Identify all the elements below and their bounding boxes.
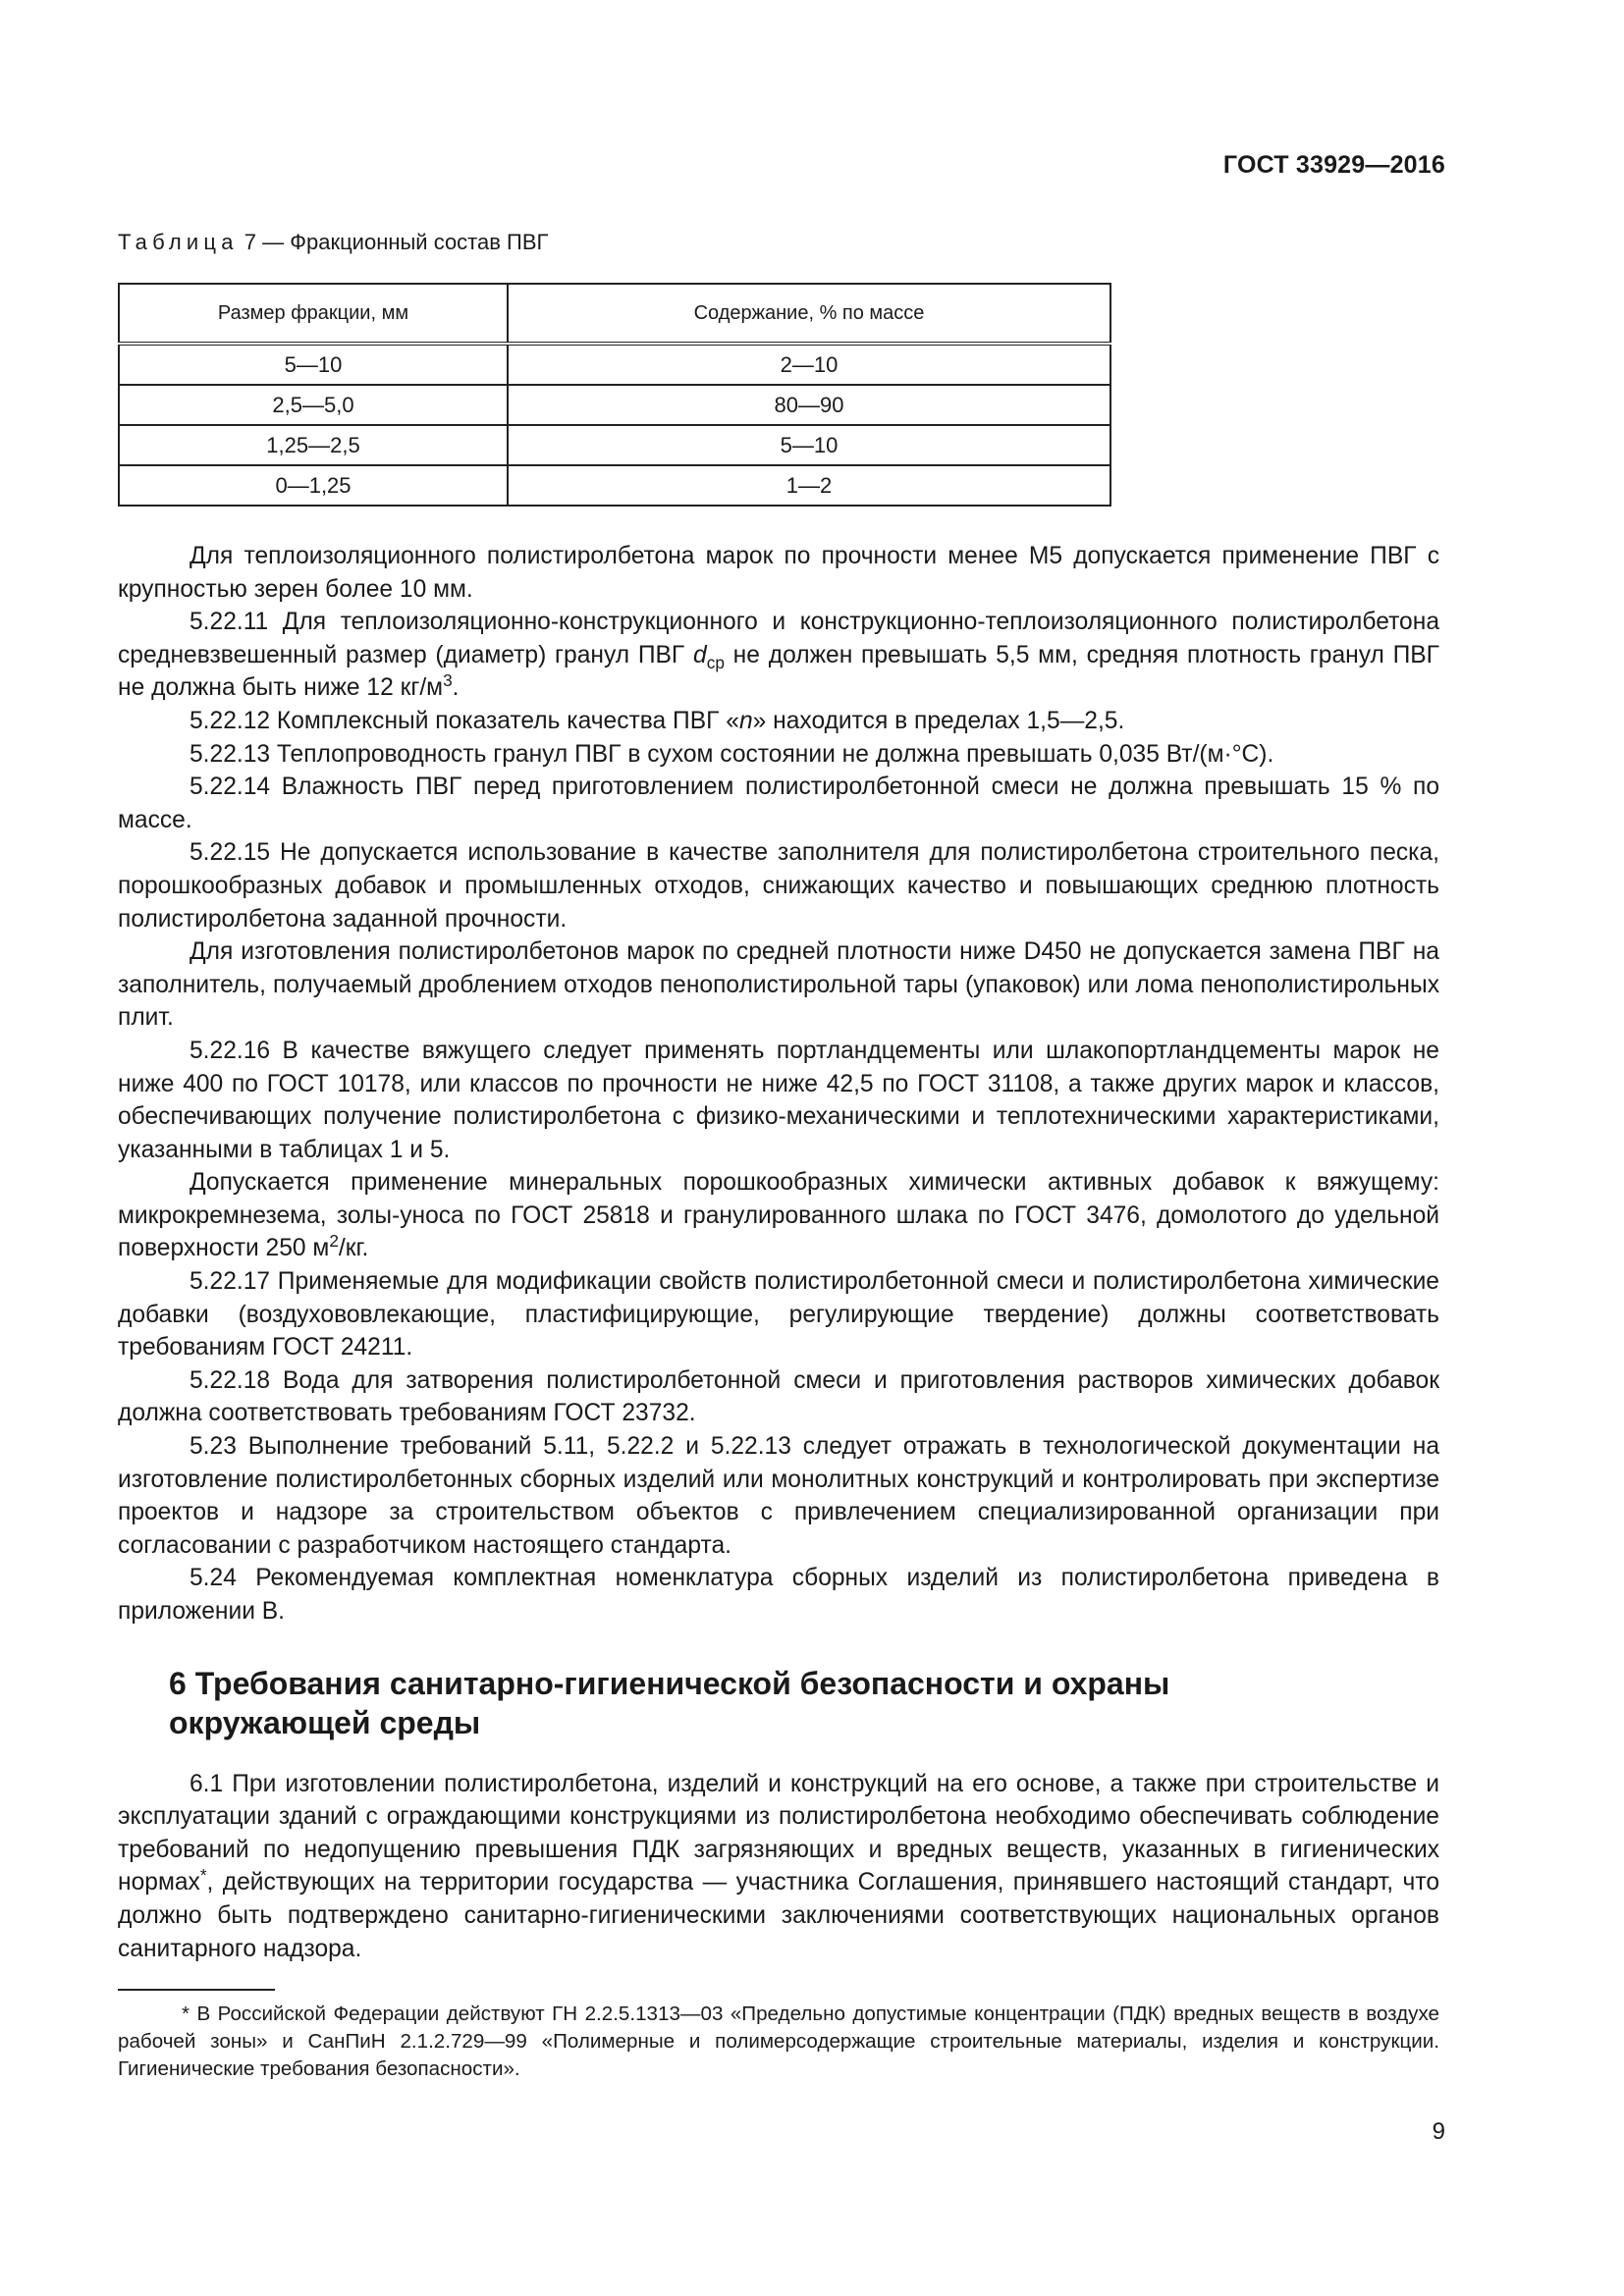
math-variable: n <box>738 707 753 734</box>
page-number: 9 <box>1432 2118 1445 2145</box>
paragraph: 5.22.14 Влажность ПВГ перед приготовлением полистиролбетонной смеси не должна превышать 15 % по массе. <box>118 774 1439 833</box>
table-cell: 1—2 <box>508 465 1110 506</box>
paragraph: Для изготовления полистиролбетонов марок по средней плотности ниже D450 не допускается замена ПВГ на заполнитель, получаемый дроблением отходов пенополистирольной тары (упаковок) или лома пенополистирольных плит. <box>118 938 1439 1032</box>
section-heading <box>118 1664 1439 1742</box>
table-row <box>119 465 1110 506</box>
paragraph: 5.23 Выполнение требований 5.11, 5.22.2 и 5.22.13 следует отражать в технологической документации на изготовление полистиролбетонных сборных изделий или монолитных конструкций и контролировать при экспертизе проектов и надзоре за строительством объектов с привлечением специализированной организации при согласовании с разработчиком настоящего стандарта. <box>118 1433 1439 1559</box>
subscript: ср <box>706 652 725 672</box>
document-body <box>118 540 1439 1965</box>
superscript: 2 <box>329 1231 339 1252</box>
table-cell: 5—10 <box>508 425 1110 465</box>
table-cell: 5—10 <box>119 344 508 385</box>
paragraph: 5.22.15 Не допускается использование в качестве заполнителя для полистиролбетона строительного песка, порошкообразных добавок и промышленных отходов, снижающих качество и повышающих среднюю плотность полистиролбетона заданной прочности. <box>118 839 1439 933</box>
math-variable: d <box>693 641 707 668</box>
table-row <box>119 344 1110 385</box>
paragraph <box>118 705 1439 738</box>
paragraph-text: не должен превышать 5,5 мм, средняя плотность гранул ПВГ не должна быть ниже 12 кг/м <box>118 641 1440 702</box>
table-cell: 0—1,25 <box>119 465 508 506</box>
paragraph: 5.22.17 Применяемые для модификации свойств полистиролбетонной смеси и полистиролбетона химические добавки (воздухововлекающие, пластифицирующие, регулирующие твердение) должны соответствовать требованиям ГОСТ 24211. <box>118 1268 1439 1362</box>
paragraph <box>118 1166 1439 1265</box>
section-heading-line: 6 Требования санитарно-гигиенической безопасности и охраны <box>169 1665 1170 1701</box>
paragraph: Для теплоизоляционного полистиролбетона марок по прочности менее М5 допускается применение ПВГ с крупностью зерен более 10 мм. <box>118 543 1439 603</box>
document-id-header: ГОСТ 33929—2016 <box>1222 151 1445 179</box>
section-heading-line: окружающей среды <box>169 1704 481 1740</box>
footnote-divider <box>118 1989 275 1991</box>
paragraph: 5.22.18 Вода для затворения полистиролбетонной смеси и приготовления растворов химических добавок должна соответствовать требованиям ГОСТ 23732. <box>118 1366 1439 1427</box>
paragraph-text: Допускается применение минеральных порошкообразных химически активных добавок к вяжущему: микрокремнезема, золы-уноса по ГОСТ 25818 и гранулированного шлака по ГОСТ 3476, домолотого до удельной поверхности 250 м <box>118 1169 1439 1262</box>
paragraph-text: . <box>452 674 460 702</box>
paragraph-text: » находится в пределах 1,5—2,5. <box>752 707 1125 734</box>
paragraph-text: /кг. <box>338 1235 369 1262</box>
footnote-marker: * <box>199 1865 207 1886</box>
paragraph: 5.22.16 В качестве вяжущего следует применять портландцементы или шлакопортландцементы марок не ниже 400 по ГОСТ 10178, или классов по прочности не ниже 42,5 по ГОСТ 31108, а также других марок и классов, обеспечивающих получение полистиролбетона с физико-механическими и теплотехническими характеристиками, указанными в таблицах 1 и 5. <box>118 1037 1439 1163</box>
table-caption-label: Таблица <box>118 230 239 254</box>
footnote <box>118 2001 1439 2083</box>
paragraph-text: 5.22.12 Комплексный показатель качества ПВГ « <box>189 707 739 734</box>
table-row <box>119 385 1110 425</box>
paragraph-text: 5.22.11 Для теплоизоляционно-конструкционного и конструкционно-теплоизоляционного полистиролбетона средневзвешенный размер (диаметр) гранул ПВГ <box>118 609 1439 668</box>
paragraph-text: , действующих на территории государства — участника Соглашения, принявшего настоящий стандарт, что должно быть подтверждено санитарно-гигиеническими заключениями соответствующих национальных органов санитарного надзора. <box>118 1869 1439 1962</box>
superscript: 3 <box>443 670 453 691</box>
table-cell: 2,5—5,0 <box>119 385 508 425</box>
footnote-text: * В Российской Федерации действуют ГН 2.2.5.1313—03 «Предельно допустимые концентрации (ПДК) вредных веществ в воздухе рабочей зоны» и СанПиН 2.1.2.729—99 «Полимерные и полимерсодержащие строительные материалы, изделия и конструкции. Гигиенические требования безопасности». <box>118 2002 1439 2080</box>
paragraph-text: 6.1 При изготовлении полистиролбетона, изделий и конструкций на его основе, а также при строительстве и эксплуатации зданий с ограждающими конструкциями из полистиролбетона необходимо обеспечивать соблюдение требований по недопущению превышения ПДК загрязняющих и вредных веществ, указанных в гигиенических нормах <box>118 1770 1439 1896</box>
column-header-content: Содержание, % по массе <box>508 284 1110 344</box>
table-header-row <box>119 284 1110 344</box>
paragraph <box>118 606 1439 705</box>
table-cell: 2—10 <box>508 344 1110 385</box>
column-header-size: Размер фракции, мм <box>119 284 508 344</box>
table-cell: 1,25—2,5 <box>119 425 508 465</box>
table-caption <box>118 230 548 255</box>
table-cell: 80—90 <box>508 385 1110 425</box>
paragraph: 5.22.13 Теплопроводность гранул ПВГ в сухом состоянии не должна превышать 0,035 Вт/(м·°С). <box>189 740 1274 768</box>
paragraph <box>118 1768 1439 1966</box>
fraction-table <box>118 283 1111 507</box>
table-caption-text: 7 — Фракционный состав ПВГ <box>238 230 549 254</box>
paragraph: 5.24 Рекомендуемая комплектная номенклатура сборных изделий из полистиролбетона приведена в приложении В. <box>118 1565 1439 1625</box>
table-row <box>119 425 1110 465</box>
